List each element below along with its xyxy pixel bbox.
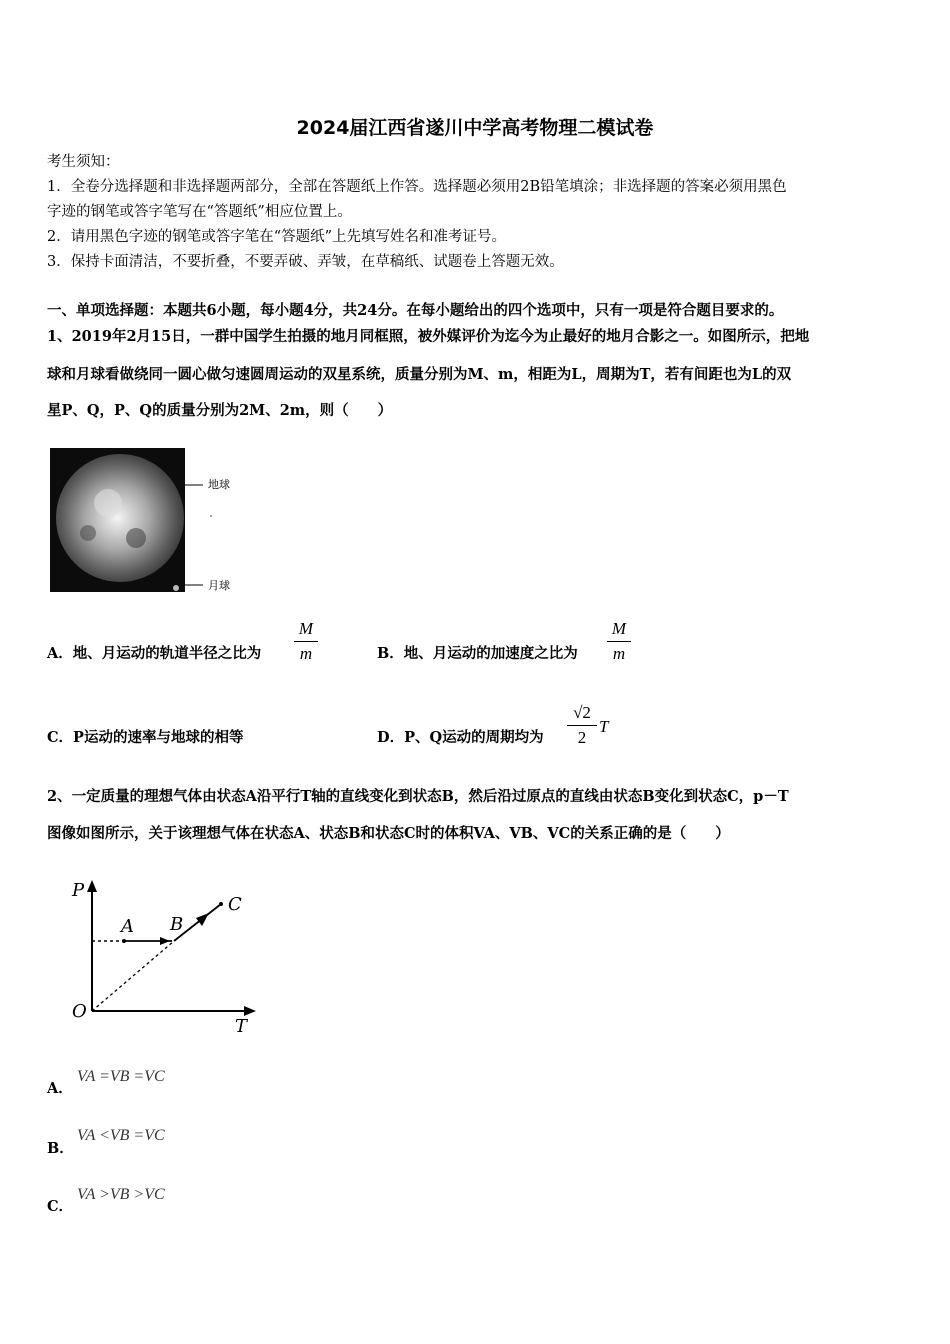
- q2-stem-line: 图像如图所示，关于该理想气体在状态A、状态B和状态C时的体积VA、VB、VC的关系正确的是（ ）: [47, 825, 730, 842]
- q1-stem-line: 1、2019年2月15日，一群中国学生拍摄的地月同框照，被外媒评价为迄今为止最好的地月合影之一。如图所示，把地: [47, 328, 810, 345]
- origin-dashed-line: [92, 941, 174, 1011]
- q1-option-d: D．P、Q运动的周期均为: [377, 729, 544, 746]
- earth-label: 地球: [208, 478, 230, 491]
- a-to-b-arrow: [160, 937, 170, 945]
- q1-stem-line: 星P、Q，P、Q的质量分别为2M、2m，则（ ）: [47, 402, 393, 419]
- q1-option-b: B．地、月运动的加速度之比为: [377, 645, 578, 662]
- q2-stem-line: 2、一定质量的理想气体由状态A沿平行T轴的直线变化到状态B，然后沿过原点的直线由状态B变化到状态C，p－T: [47, 788, 789, 805]
- q1-stem-line: 球和月球看做绕同一圆心做匀速圆周运动的双星系统，质量分别为M、m，相距为L，周期为T，若有间距也为L的双: [47, 366, 792, 383]
- notice-heading: 考生须知：: [47, 154, 120, 170]
- notice-item: 字迹的钢笔或答字笔写在“答题纸”相应位置上。: [47, 204, 352, 220]
- moon-dot: [173, 585, 179, 591]
- q1-option-b-fraction: [607, 619, 631, 664]
- point-a-dot: [122, 939, 126, 943]
- point-c-label: C: [228, 894, 242, 915]
- notice-item: 3．保持卡面清洁，不要折叠，不要弄破、弄皱，在草稿纸、试题卷上答题无效。: [47, 254, 564, 270]
- section-heading: 一、单项选择题：本题共6小题，每小题4分，共24分。在每小题给出的四个选项中，只有一项是符合题目要求的。: [47, 302, 784, 319]
- origin-label: O: [72, 1001, 87, 1022]
- q2-option-b-label: B．: [47, 1140, 74, 1157]
- q2-option-c-expr-text: VA >VB >VC: [77, 1186, 165, 1203]
- earth-disc: [56, 454, 184, 582]
- fraction-denominator: m: [299, 644, 313, 663]
- fraction-numerator: M: [298, 619, 314, 638]
- point-a-label: A: [121, 916, 134, 937]
- t-axis-label: T: [235, 1016, 248, 1037]
- notice-item: 2．请用黑色字迹的钢笔或答字笔在“答题纸”上先填写姓名和准考证号。: [47, 229, 507, 245]
- q1-option-d-tail: T: [599, 717, 609, 736]
- q2-option-a-expr: [77, 1068, 165, 1086]
- point-b-label: B: [170, 914, 184, 935]
- b-to-c-arrow: [196, 913, 209, 926]
- earth-moon-figure: [48, 448, 248, 598]
- q2-option-a-expr-text: VA =VB =VC: [77, 1068, 165, 1085]
- q1-option-a: A．地、月运动的轨道半径之比为: [47, 645, 262, 662]
- t-axis-arrow: [244, 1006, 256, 1016]
- q2-option-b-expr-text: VA <VB =VC: [77, 1127, 165, 1144]
- fraction-denominator: 2: [577, 728, 587, 747]
- q2-option-b-expr: [77, 1127, 165, 1145]
- fraction-denominator: m: [612, 644, 626, 663]
- moon-label: 月球: [208, 579, 230, 592]
- q2-option-c-expr: [77, 1186, 165, 1204]
- p-axis-arrow: [87, 880, 97, 892]
- fraction-numerator: M: [611, 619, 627, 638]
- q2-option-a-label: A．: [47, 1080, 73, 1097]
- fraction-numerator: √2: [573, 703, 591, 722]
- q1-option-d-fraction: [567, 703, 597, 748]
- p-axis-label: P: [72, 880, 85, 901]
- notice-item: 1．全卷分选择题和非选择题两部分，全部在答题纸上作答。选择题必须用2B铅笔填涂；非选择题的答案必须用黑色: [47, 179, 787, 195]
- q1-option-a-fraction: [294, 619, 318, 664]
- p-t-graph: [68, 876, 268, 1045]
- page-title: 2024届江西省遂川中学高考物理二模试卷: [296, 117, 654, 139]
- point-c-dot: [219, 902, 223, 906]
- q2-option-c-label: C．: [47, 1198, 74, 1215]
- q1-option-c: C．P运动的速率与地球的相等: [47, 729, 244, 746]
